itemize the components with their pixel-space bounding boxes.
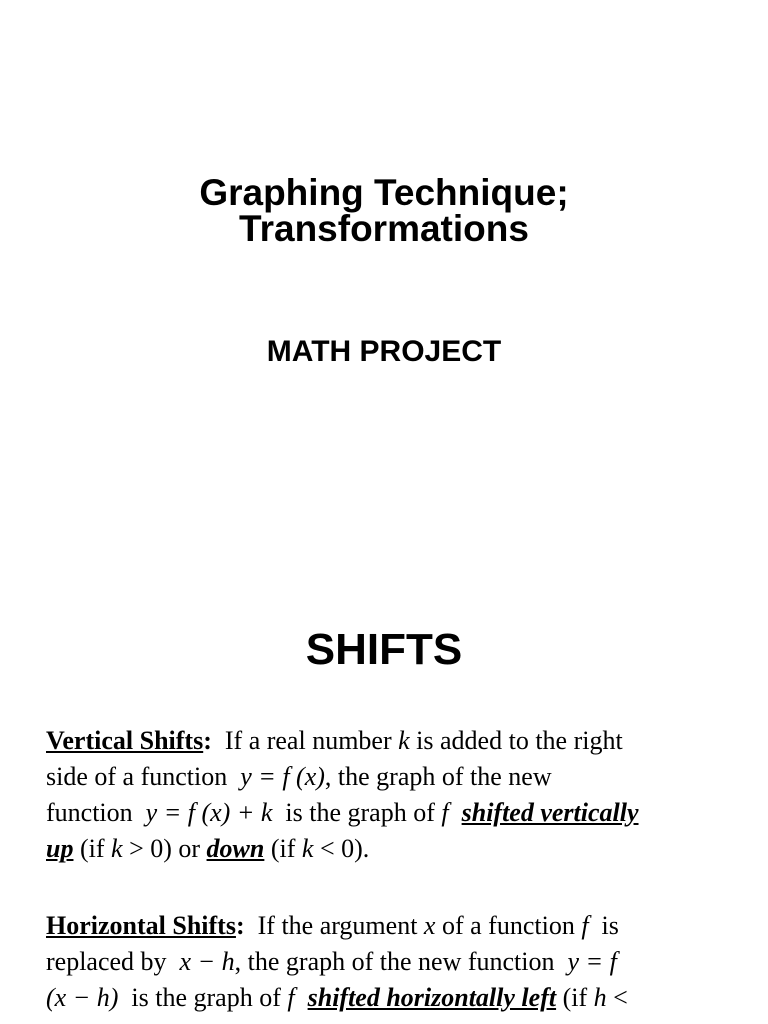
text-run: is the graph of [118, 983, 288, 1012]
emphasis-shifted-horizontally-left: shifted horizontally left [307, 983, 557, 1012]
horizontal-shifts-paragraph [46, 908, 736, 1016]
text-run: is the graph of [272, 798, 442, 827]
paragraph-line [46, 980, 736, 1016]
paragraph-line [46, 723, 736, 759]
vertical-shifts-term: Vertical Shifts [46, 726, 204, 755]
text-run: is added to the right [409, 726, 623, 755]
slide-title [0, 168, 768, 249]
text-run: is [588, 911, 619, 940]
text-run: < 0). [313, 834, 370, 863]
shifts-slide [0, 590, 768, 1024]
paragraph-line [46, 908, 736, 944]
text-run: , the graph of the new [324, 762, 552, 791]
math-var: f [287, 983, 295, 1012]
slide-subtitle: MATH PROJECT [266, 335, 502, 368]
vertical-shifts-paragraph [46, 723, 736, 867]
math-var: k [111, 834, 123, 863]
title-line-2: Transformations [239, 208, 529, 249]
paragraph-line [46, 759, 736, 795]
math-var: x [423, 911, 436, 940]
emphasis-shifted-vertically: shifted vertically [461, 798, 639, 827]
paragraph-line [46, 944, 736, 980]
emphasis-up: up [46, 834, 74, 863]
paragraph-line [46, 831, 736, 867]
text-run: replaced by [46, 947, 180, 976]
text-run: (if [264, 834, 302, 863]
text-run: of a function [435, 911, 582, 940]
title-line-1: Graphing Technique; [199, 172, 569, 213]
math-expr: (x − h) [46, 983, 119, 1012]
text-run: < [606, 983, 628, 1012]
horizontal-shifts-term: Horizontal Shifts [46, 911, 236, 940]
math-var: h [593, 983, 607, 1012]
text-run: If a real number [211, 726, 399, 755]
math-var: k [398, 726, 410, 755]
math-var: f [581, 911, 589, 940]
text-run: side of a function [46, 762, 241, 791]
term-colon: : [235, 911, 245, 940]
text-run: > 0) or [122, 834, 207, 863]
math-expr: y = f [567, 947, 617, 976]
text-run: If the argument [244, 911, 424, 940]
math-var: k [301, 834, 314, 863]
paragraph-line [46, 795, 736, 831]
text-run: (if [73, 834, 112, 863]
text-run: (if [556, 983, 594, 1012]
text-run: , the graph of the new function [234, 947, 568, 976]
math-expr: y = f (x) [240, 762, 325, 791]
math-expr: x − h [179, 947, 235, 976]
slide-heading: SHIFTS [305, 625, 463, 674]
text-run: function [46, 798, 146, 827]
math-var: f [441, 798, 449, 827]
term-colon: : [203, 726, 212, 755]
math-expr: y = f (x) + k [145, 798, 273, 827]
emphasis-down: down [206, 834, 265, 863]
